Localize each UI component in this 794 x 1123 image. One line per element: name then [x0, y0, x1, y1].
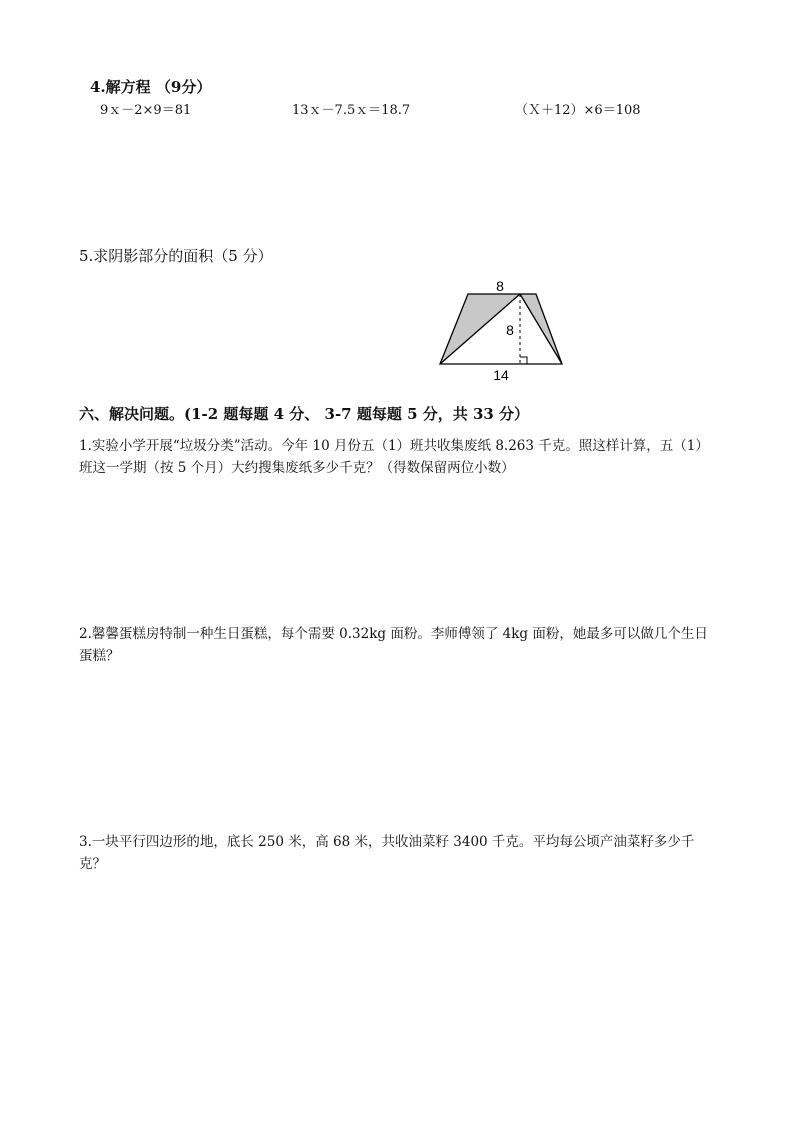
- inner-edge-right: [520, 294, 562, 364]
- trapezoid-figure: [430, 275, 580, 385]
- problem-5-title: 5.求阴影部分的面积（5 分）: [79, 247, 273, 265]
- equation-2: 13ｘ－7.5ｘ＝18.7: [292, 103, 411, 118]
- bottom-base-label: 14: [493, 367, 509, 383]
- right-angle-mark: [520, 357, 527, 364]
- question-2: 2.馨馨蛋糕房特制一种生日蛋糕，每个需要 0.32kg 面粉。李师傅领了 4kg 面粉，她最多可以做几个生日蛋糕？: [79, 626, 708, 664]
- question-3: 3.一块平行四边形的地，底长 250 米，高 68 米，共收油菜籽 3400 千克。平均每公顷产油菜籽多少千克？: [79, 834, 695, 872]
- problem-4-title: 4.解方程 （9分）: [90, 78, 212, 96]
- question-1: 1.实验小学开展“垃圾分类”活动。今年 10 月份五（1）班共收集废纸 8.263 千克。照这样计算，五（1）班这一学期（按 5 个月）大约搜集废纸多少千克？（得数保留两位小数）: [79, 438, 709, 476]
- top-base-label: 8: [496, 278, 504, 294]
- section-6-title: 六、解决问题。(1-2 题每题 4 分、 3-7 题每题 5 分，共 33 分）: [79, 405, 530, 423]
- equation-3: （Ｘ＋12）×6＝108: [515, 103, 641, 118]
- height-label: 8: [506, 322, 514, 338]
- equation-1: 9ｘ－2×9＝81: [100, 103, 192, 118]
